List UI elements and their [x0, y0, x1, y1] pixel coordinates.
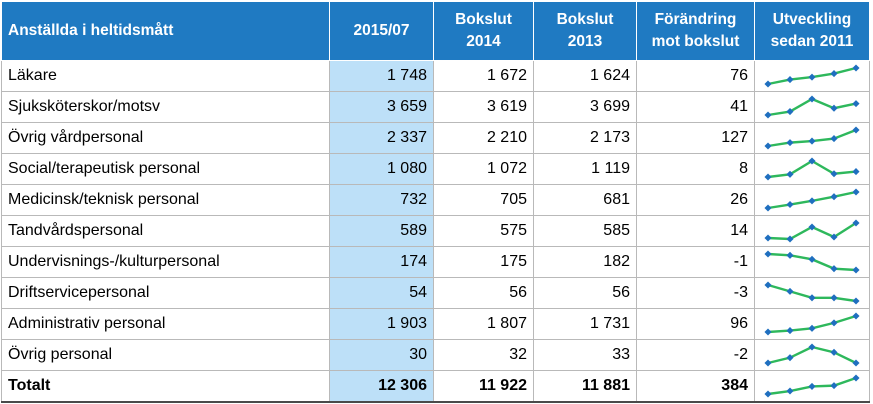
table-row	[2, 278, 870, 309]
sparkline	[762, 280, 862, 306]
sparkline	[762, 373, 862, 399]
cell-change: -1	[637, 247, 755, 278]
header-category: Anställda i heltidsmått	[2, 2, 330, 61]
cell-bokslut-2014: 11 922	[434, 371, 534, 403]
cell-bokslut-2014: 2 210	[434, 123, 534, 154]
cell-change: 8	[637, 154, 755, 185]
row-name: Övrig vårdpersonal	[2, 123, 330, 154]
row-name: Social/terapeutisk personal	[2, 154, 330, 185]
sparkline-cell	[755, 92, 870, 123]
sparkline	[762, 156, 862, 182]
cell-change: 41	[637, 92, 755, 123]
sparkline-point	[808, 256, 815, 263]
sparkline-point	[764, 359, 771, 366]
cell-bokslut-2013: 2 173	[534, 123, 637, 154]
sparkline-point	[808, 383, 815, 390]
sparkline	[762, 218, 862, 244]
cell-2015-07: 1 748	[330, 61, 434, 92]
header-bokslut-2014: Bokslut 2014	[434, 2, 534, 61]
header-bokslut-2013: Bokslut 2013	[534, 2, 637, 61]
table-row	[2, 154, 870, 185]
sparkline-point	[808, 294, 815, 301]
sparkline-point	[852, 297, 859, 304]
sparkline-point	[852, 312, 859, 319]
cell-2015-07: 54	[330, 278, 434, 309]
cell-change: 127	[637, 123, 755, 154]
cell-change: -3	[637, 278, 755, 309]
table-row	[2, 216, 870, 247]
cell-bokslut-2013: 11 881	[534, 371, 637, 403]
sparkline-cell	[755, 309, 870, 340]
cell-bokslut-2014: 32	[434, 340, 534, 371]
cell-change: 14	[637, 216, 755, 247]
sparkline-point	[764, 281, 771, 288]
row-name: Övrig personal	[2, 340, 330, 371]
sparkline-point	[852, 64, 859, 71]
cell-bokslut-2013: 1 731	[534, 309, 637, 340]
sparkline-point	[830, 105, 837, 112]
cell-bokslut-2013: 3 699	[534, 92, 637, 123]
sparkline-cell	[755, 123, 870, 154]
sparkline-point	[764, 250, 771, 257]
sparkline-point	[786, 327, 793, 334]
sparkline	[762, 94, 862, 120]
row-name: Tandvårdspersonal	[2, 216, 330, 247]
sparkline-point	[786, 387, 793, 394]
cell-bokslut-2013: 33	[534, 340, 637, 371]
cell-2015-07: 732	[330, 185, 434, 216]
sparkline-cell	[755, 278, 870, 309]
sparkline-point	[764, 204, 771, 211]
sparkline-point	[764, 80, 771, 87]
sparkline-cell	[755, 371, 870, 403]
total-row	[2, 371, 870, 403]
cell-2015-07: 589	[330, 216, 434, 247]
row-name: Sjuksköterskor/motsv	[2, 92, 330, 123]
sparkline-cell	[755, 154, 870, 185]
cell-change: 26	[637, 185, 755, 216]
sparkline-point	[786, 139, 793, 146]
table-row	[2, 340, 870, 371]
cell-bokslut-2014: 3 619	[434, 92, 534, 123]
cell-2015-07: 2 337	[330, 123, 434, 154]
table-row	[2, 185, 870, 216]
sparkline	[762, 187, 862, 213]
sparkline	[762, 125, 862, 151]
table-row	[2, 247, 870, 278]
sparkline-cell	[755, 216, 870, 247]
sparkline-point	[830, 193, 837, 200]
cell-2015-07: 30	[330, 340, 434, 371]
sparkline-point	[764, 142, 771, 149]
sparkline-point	[830, 294, 837, 301]
sparkline-point	[852, 168, 859, 175]
sparkline	[762, 249, 862, 275]
cell-2015-07: 1 080	[330, 154, 434, 185]
cell-change: -2	[637, 340, 755, 371]
sparkline-point	[830, 265, 837, 272]
cell-2015-07: 174	[330, 247, 434, 278]
cell-bokslut-2013: 182	[534, 247, 637, 278]
cell-bokslut-2014: 56	[434, 278, 534, 309]
row-name: Medicinsk/teknisk personal	[2, 185, 330, 216]
cell-change: 96	[637, 309, 755, 340]
sparkline-point	[830, 319, 837, 326]
cell-bokslut-2014: 1 072	[434, 154, 534, 185]
sparkline-point	[830, 70, 837, 77]
sparkline-point	[830, 382, 837, 389]
table-row	[2, 123, 870, 154]
sparkline	[762, 311, 862, 337]
sparkline-cell	[755, 247, 870, 278]
cell-bokslut-2014: 175	[434, 247, 534, 278]
sparkline-point	[808, 197, 815, 204]
sparkline-point	[786, 201, 793, 208]
sparkline-point	[764, 234, 771, 241]
sparkline-point	[852, 100, 859, 107]
table-header-row	[2, 2, 870, 61]
sparkline-cell	[755, 61, 870, 92]
sparkline-cell	[755, 340, 870, 371]
cell-bokslut-2014: 575	[434, 216, 534, 247]
header-trend: Utveckling sedan 2011	[755, 2, 870, 61]
sparkline-point	[786, 252, 793, 259]
sparkline-point	[830, 135, 837, 142]
table-row	[2, 309, 870, 340]
sparkline	[762, 342, 862, 368]
cell-2015-07: 12 306	[330, 371, 434, 403]
sparkline-point	[852, 126, 859, 133]
table-row	[2, 61, 870, 92]
sparkline-point	[786, 288, 793, 295]
row-name: Läkare	[2, 61, 330, 92]
sparkline-point	[808, 138, 815, 145]
cell-bokslut-2014: 705	[434, 185, 534, 216]
cell-bokslut-2013: 1 624	[534, 61, 637, 92]
cell-bokslut-2013: 681	[534, 185, 637, 216]
table-row	[2, 92, 870, 123]
sparkline-point	[786, 76, 793, 83]
header-2015-07: 2015/07	[330, 2, 434, 61]
row-name: Undervisnings-/kulturpersonal	[2, 247, 330, 278]
cell-bokslut-2013: 585	[534, 216, 637, 247]
row-name: Administrativ personal	[2, 309, 330, 340]
cell-bokslut-2013: 1 119	[534, 154, 637, 185]
cell-change: 76	[637, 61, 755, 92]
sparkline-point	[852, 266, 859, 273]
sparkline-point	[764, 173, 771, 180]
sparkline-point	[764, 390, 771, 397]
sparkline-point	[808, 74, 815, 81]
row-name: Totalt	[2, 371, 330, 403]
sparkline	[762, 63, 862, 89]
cell-2015-07: 1 903	[330, 309, 434, 340]
sparkline-point	[764, 111, 771, 118]
staff-table	[1, 1, 870, 403]
row-name: Driftservicepersonal	[2, 278, 330, 309]
cell-2015-07: 3 659	[330, 92, 434, 123]
sparkline-point	[808, 325, 815, 332]
sparkline-point	[764, 328, 771, 335]
sparkline-cell	[755, 185, 870, 216]
sparkline-point	[852, 374, 859, 381]
cell-bokslut-2014: 1 807	[434, 309, 534, 340]
cell-bokslut-2014: 1 672	[434, 61, 534, 92]
cell-change: 384	[637, 371, 755, 403]
cell-bokslut-2013: 56	[534, 278, 637, 309]
header-change: Förändring mot bokslut	[637, 2, 755, 61]
sparkline-point	[852, 188, 859, 195]
